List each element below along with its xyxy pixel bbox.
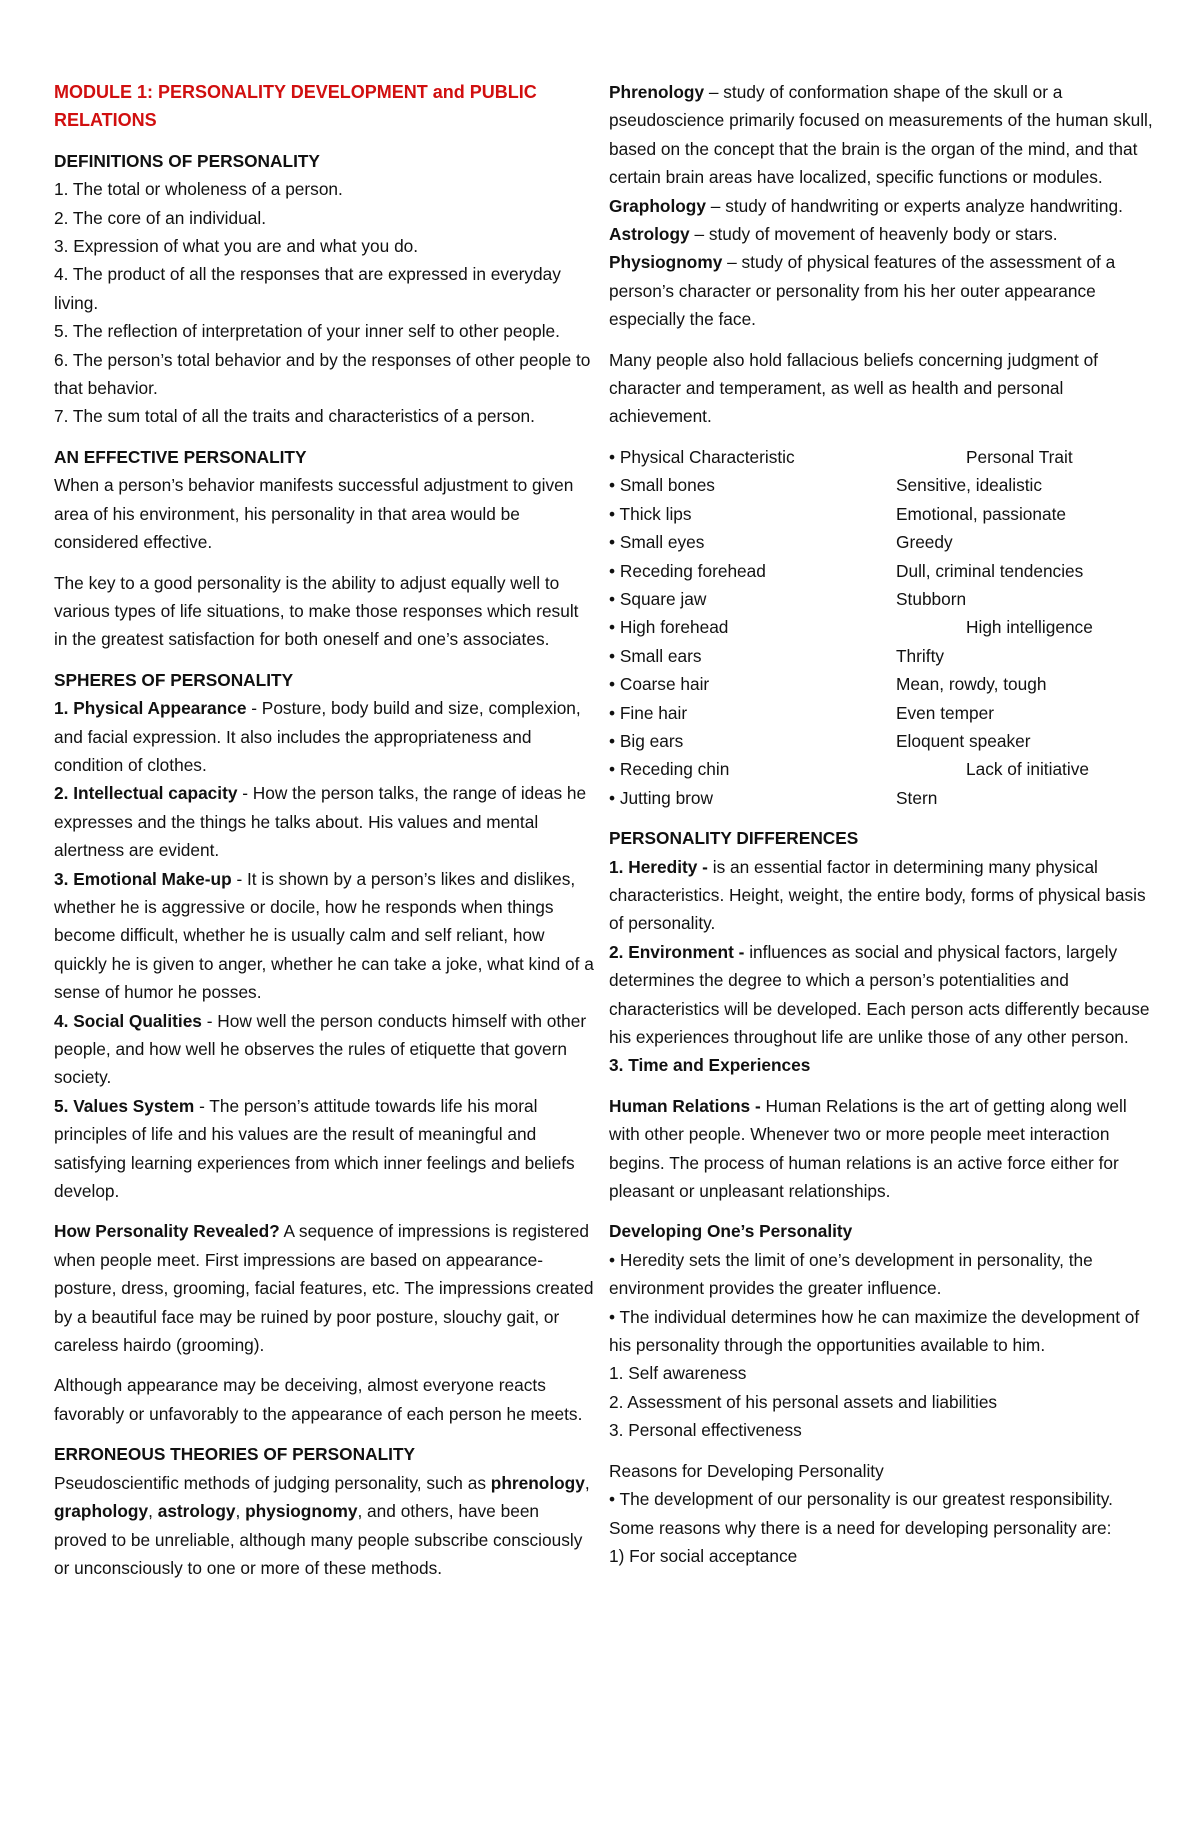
human-relations-term: Human Relations - [609,1095,761,1116]
separator: , [148,1501,158,1522]
table-cell-characteristic: • Coarse hair [609,674,710,695]
method-item [609,192,1154,220]
table-cell-trait: Emotional, passionate [896,503,1067,524]
sphere-term: 5. Values System [54,1095,195,1116]
erroneous-text: Pseudoscientific methods of judging personality, such as [54,1472,491,1493]
difference-text: influences as social and physical factors, largely determines the degree to which a person’s potentialities and characteristics will be developed. Each person acts differently because his experiences throughout life are unlike those of any other person. [609,941,1150,1047]
sphere-item [54,694,594,779]
sphere-text: - How the person talks, the range of ideas he expresses and the things he talks about. His values and mental alertness are evident. [54,783,587,861]
definition-item: 3. Expression of what you are and what you do. [54,236,419,257]
method-text: – study of handwriting or experts analyze handwriting. [705,195,1123,216]
difference-item [609,853,1154,938]
method-item [609,220,1154,248]
module-title: MODULE 1: PERSONALITY DEVELOPMENT and PUBLIC RELATIONS [54,82,537,131]
method-term: Physiognomy [609,252,723,273]
method-text: – study of movement of heavenly body or stars. [689,224,1058,245]
effective-heading: AN EFFECTIVE PERSONALITY [54,446,307,467]
sphere-term: 2. Intellectual capacity [54,783,238,804]
reasons-heading: Reasons for Developing Personality [609,1460,884,1481]
physiognomy-term: physiognomy [245,1501,358,1522]
table-cell-trait: Stubborn [896,588,967,609]
table-cell-characteristic: • Receding chin [609,759,730,780]
phrenology-term: phrenology [490,1472,585,1493]
human-relations-text: Human Relations is the art of getting along well with other people. Whenever two or more people meet interaction begins. The process of human relations is an active force either for pleasant or unpleasant relationships. [609,1095,1127,1202]
difference-item [609,1051,1154,1079]
sphere-item [54,865,594,1007]
sphere-item [54,1007,594,1092]
method-term: Graphology [609,195,706,216]
erroneous-paragraph [54,1469,594,1583]
method-text: – study of conformation shape of the skull or a pseudoscience primarily focused on measurements of the human skull, based on the concept that the brain is the organ of the mind, and that certain brain areas have localized, specific functions or modules. [609,82,1153,188]
developing-item: 2. Assessment of his personal assets and liabilities [609,1391,998,1412]
table-header-trait: Personal Trait [966,446,1073,467]
sphere-item [54,779,594,864]
fallacious-paragraph: Many people also hold fallacious beliefs concerning judgment of character and temperament, as well as health and personal achievement. [609,349,1098,427]
table-cell-trait: Sensitive, idealistic [896,475,1042,496]
method-term: Astrology [609,224,690,245]
graphology-term: graphology [54,1501,149,1522]
developing-item: • The individual determines how he can maximize the development of his personality through the opportunities available to him. [609,1306,1140,1356]
left-column [54,78,594,1582]
spheres-heading: SPHERES OF PERSONALITY [54,669,294,690]
difference-text: is an essential factor in determining many physical characteristics. Height, weight, the entire body, forms of physical basis of personality. [609,856,1146,934]
table-cell-characteristic: • Thick lips [609,503,692,524]
key-paragraph: The key to a good personality is the ability to adjust equally well to various types of life situations, to make those responses which result in the greatest satisfaction for both oneself and one’s associates. [54,572,579,650]
table-cell-trait: Thrifty [896,645,945,666]
developing-item: 1. Self awareness [609,1363,747,1384]
table-cell-trait: Mean, rowdy, tough [896,674,1047,695]
table-cell-trait: Stern [896,787,938,808]
erroneous-heading: ERRONEOUS THEORIES OF PERSONALITY [54,1444,416,1465]
sphere-term: 4. Social Qualities [54,1010,202,1031]
difference-term: 3. Time and Experiences [609,1055,811,1076]
table-cell-characteristic: • Receding forehead [609,560,766,581]
definition-item: 7. The sum total of all the traits and characteristics of a person. [54,406,535,427]
definition-item: 4. The product of all the responses that are expressed in everyday living. [54,264,561,313]
astrology-term: astrology [157,1501,236,1522]
effective-paragraph: When a person’s behavior manifests successful adjustment to given area of his environment, his personality in that area would be considered effective. [54,475,574,553]
definition-item: 5. The reflection of interpretation of your inner self to other people. [54,321,560,342]
erroneous-text: , and others, have been proved to be unreliable, although many people subscribe consciously or unconsciously to one or more of these methods. [54,1501,583,1578]
table-cell-characteristic: • Small ears [609,645,702,666]
appearance-paragraph: Although appearance may be deceiving, almost everyone reacts favorably or unfavorably to the appearance of each person he meets. [54,1375,583,1424]
sphere-text: - It is shown by a person’s likes and dislikes, whether he is aggressive or docile, how he responds when things become difficult, whether he is usually calm and self reliant, how quickly he is given to anger, whether he can take a joke, what kind of a sense of humor he posses. [54,868,594,1003]
table-cell-characteristic: • Fine hair [609,702,688,723]
table-cell-characteristic: • Small eyes [609,532,705,553]
table-cell-characteristic: • Jutting brow [609,787,714,808]
sphere-text: - Posture, body build and size, complexion, and facial expression. It also includes the appropriateness and condition of clothes. [54,698,581,775]
table-cell-characteristic: • Small bones [609,475,715,496]
reasons-item: 1) For social acceptance [609,1545,798,1566]
sphere-text: - How well the person conducts himself with other people, and how well he observes the rules of etiquette that govern society. [54,1010,587,1088]
trait-table [609,443,1154,812]
revealed-term: How Personality Revealed? [54,1221,280,1242]
method-text: – study of physical features of the assessment of a person’s character or personality from his her outer appearance especially the face. [609,252,1116,330]
difference-item [609,938,1154,1052]
definition-item: 2. The core of an individual. [54,207,266,228]
revealed-paragraph [54,1217,594,1359]
difference-term: 1. Heredity - [609,856,708,877]
table-cell-characteristic: • Square jaw [609,588,707,609]
developing-item: • Heredity sets the limit of one’s development in personality, the environment provides the greater influence. [609,1249,1093,1299]
separator: , [584,1472,590,1493]
human-relations-paragraph [609,1092,1154,1206]
table-cell-trait: Lack of initiative [966,759,1089,780]
revealed-text: A sequence of impressions is registered when people meet. First impressions are based on appearance-posture, dress, grooming, facial features, etc. The impressions created by a beautiful face may be ruined by poor posture, slouchy gait, or careless hairdo (grooming). [54,1221,594,1356]
method-item [609,78,1154,192]
table-cell-trait: Even temper [896,702,994,723]
right-column [609,78,1154,1570]
difference-term: 2. Environment - [609,941,745,962]
definitions-heading: DEFINITIONS OF PERSONALITY [54,150,320,171]
table-cell-characteristic: • Big ears [609,730,684,751]
table-cell-trait: Dull, criminal tendencies [896,560,1084,581]
table-header-characteristic: • Physical Characteristic [609,446,795,467]
sphere-term: 3. Emotional Make-up [54,868,232,889]
definition-item: 6. The person’s total behavior and by the responses of other people to that behavior. [54,349,591,399]
developing-item: 3. Personal effectiveness [609,1420,802,1441]
reasons-item: • The development of our personality is our greatest responsibility. Some reasons why there is a need for developing personality are: [609,1489,1113,1538]
sphere-item [54,1092,594,1206]
table-cell-trait: High intelligence [966,617,1093,638]
sphere-text: - The person’s attitude towards life his moral principles of life and his values are the result of meaningful and satisfying learning experiences from which inner feelings and beliefs develop. [54,1095,575,1202]
method-term: Phrenology [609,82,705,102]
definition-item: 1. The total or wholeness of a person. [54,179,343,200]
table-cell-trait: Greedy [896,532,953,553]
table-cell-trait: Eloquent speaker [896,730,1031,751]
table-cell-characteristic: • High forehead [609,617,729,638]
method-item [609,248,1154,333]
developing-heading: Developing One’s Personality [609,1221,853,1242]
differences-heading: PERSONALITY DIFFERENCES [609,828,859,849]
sphere-term: 1. Physical Appearance [54,698,247,719]
separator: , [235,1501,246,1522]
